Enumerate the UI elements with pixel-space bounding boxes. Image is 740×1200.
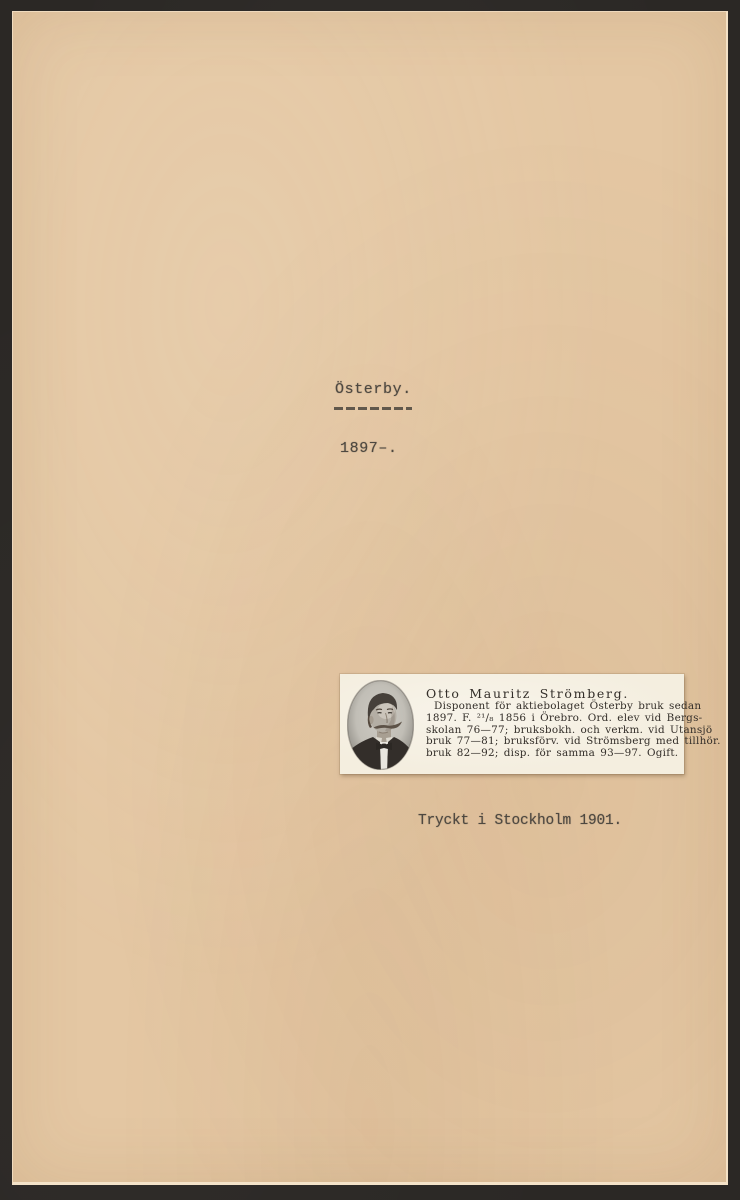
imprint-line: Tryckt i Stockholm 1901.: [418, 813, 623, 829]
clipping-body-line: bruk 77—81; bruksförv. vid Strömsberg med tillhör.: [426, 735, 721, 748]
paper-sheet: [12, 11, 728, 1185]
clipping-body-line: 1897. F. ²¹/₈ 1856 i Örebro. Ord. elev vid Bergs-: [426, 711, 703, 724]
clipping-body: [426, 700, 721, 760]
clipping-body-line: Disponent för aktiebolaget Österby bruk sedan: [434, 700, 702, 712]
oval-portrait-photo: [347, 680, 414, 770]
title-underline: [334, 407, 412, 410]
clipping-body-line: bruk 82—92; disp. för samma 93—97. Ogift.: [426, 747, 679, 760]
clipping-heading: Otto Mauritz Strömberg.: [426, 686, 630, 701]
typed-subtitle: 1897–.: [340, 440, 398, 457]
clipping-body-line: skolan 76—77; bruksbokh. och verkm. vid Utansjö: [426, 723, 713, 736]
pasted-clipping: [340, 674, 721, 774]
typed-title: Österby.: [335, 381, 412, 398]
